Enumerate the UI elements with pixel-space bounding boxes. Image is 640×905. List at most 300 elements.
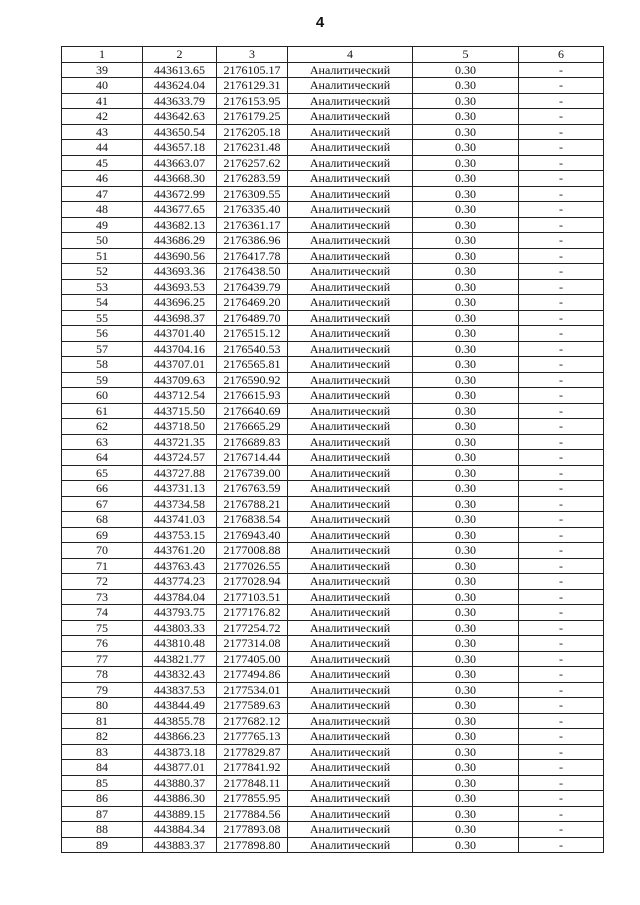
table-cell: 0.30 — [413, 217, 519, 233]
table-cell: - — [519, 62, 604, 78]
table-cell: Аналитический — [288, 419, 413, 435]
table-cell: 2176361.17 — [217, 217, 288, 233]
table-cell: 443837.53 — [143, 682, 217, 698]
table-cell: 0.30 — [413, 434, 519, 450]
table-cell: 79 — [62, 682, 143, 698]
table-cell: 443690.56 — [143, 248, 217, 264]
table-cell: - — [519, 434, 604, 450]
table-cell: - — [519, 78, 604, 94]
table-cell: - — [519, 279, 604, 295]
table-cell: 443682.13 — [143, 217, 217, 233]
table-cell: 0.30 — [413, 388, 519, 404]
table-cell: - — [519, 713, 604, 729]
table-cell: - — [519, 357, 604, 373]
table-cell: 0.30 — [413, 496, 519, 512]
table-cell: 2176231.48 — [217, 140, 288, 156]
table-cell: 443880.37 — [143, 775, 217, 791]
table-cell: 2177589.63 — [217, 698, 288, 714]
table-cell: 2176788.21 — [217, 496, 288, 512]
table-cell: Аналитический — [288, 791, 413, 807]
table-cell: Аналитический — [288, 651, 413, 667]
table-cell: 2176515.12 — [217, 326, 288, 342]
table-row — [62, 171, 604, 187]
table-cell: 47 — [62, 186, 143, 202]
table-cell: 56 — [62, 326, 143, 342]
table-cell: 0.30 — [413, 403, 519, 419]
table-row — [62, 264, 604, 280]
table-cell: 2176739.00 — [217, 465, 288, 481]
table-cell: 443693.53 — [143, 279, 217, 295]
table-cell: 76 — [62, 636, 143, 652]
table-cell: Аналитический — [288, 837, 413, 853]
table-cell: - — [519, 202, 604, 218]
table-cell: - — [519, 124, 604, 140]
table-cell: 69 — [62, 527, 143, 543]
table-cell: 63 — [62, 434, 143, 450]
table-cell: 0.30 — [413, 93, 519, 109]
table-cell: 62 — [62, 419, 143, 435]
table-cell: 48 — [62, 202, 143, 218]
table-cell: - — [519, 496, 604, 512]
table-cell: 67 — [62, 496, 143, 512]
table-cell: Аналитический — [288, 806, 413, 822]
table-row — [62, 357, 604, 373]
column-header: 5 — [413, 47, 519, 63]
table-cell: 40 — [62, 78, 143, 94]
table-cell: 443832.43 — [143, 667, 217, 683]
table-cell: 66 — [62, 481, 143, 497]
table-cell: 0.30 — [413, 310, 519, 326]
table-row — [62, 698, 604, 714]
table-cell: Аналитический — [288, 822, 413, 838]
table-cell: 2176438.50 — [217, 264, 288, 280]
table-cell: - — [519, 341, 604, 357]
table-row — [62, 279, 604, 295]
table-cell: 2177884.56 — [217, 806, 288, 822]
table-cell: 2177829.87 — [217, 744, 288, 760]
table-cell: 443672.99 — [143, 186, 217, 202]
table-row — [62, 481, 604, 497]
table-cell: 2176489.70 — [217, 310, 288, 326]
table-cell: Аналитический — [288, 589, 413, 605]
table-cell: Аналитический — [288, 248, 413, 264]
table-cell: 39 — [62, 62, 143, 78]
table-row — [62, 837, 604, 853]
table-cell: 443763.43 — [143, 558, 217, 574]
table-cell: 0.30 — [413, 357, 519, 373]
table-cell: - — [519, 388, 604, 404]
table-cell: 443731.13 — [143, 481, 217, 497]
table-cell: - — [519, 419, 604, 435]
table-cell: 2177028.94 — [217, 574, 288, 590]
table-cell: Аналитический — [288, 295, 413, 311]
column-header: 1 — [62, 47, 143, 63]
table-row — [62, 620, 604, 636]
table-cell: 0.30 — [413, 233, 519, 249]
table-cell: Аналитический — [288, 481, 413, 497]
table-cell: Аналитический — [288, 171, 413, 187]
table-cell: 2177848.11 — [217, 775, 288, 791]
table-row — [62, 682, 604, 698]
table-cell: 2176257.62 — [217, 155, 288, 171]
table-cell: 2177494.86 — [217, 667, 288, 683]
coordinates-table — [61, 46, 604, 853]
table-cell: Аналитический — [288, 527, 413, 543]
table-cell: 85 — [62, 775, 143, 791]
table-cell: Аналитический — [288, 341, 413, 357]
table-cell: - — [519, 558, 604, 574]
table-cell: Аналитический — [288, 729, 413, 745]
table-row — [62, 558, 604, 574]
table-row — [62, 512, 604, 528]
table-cell: Аналитический — [288, 93, 413, 109]
table-cell: 443718.50 — [143, 419, 217, 435]
table-cell: 53 — [62, 279, 143, 295]
table-row — [62, 729, 604, 745]
table-cell: 443696.25 — [143, 295, 217, 311]
table-cell: - — [519, 682, 604, 698]
table-cell: 0.30 — [413, 574, 519, 590]
table-cell: - — [519, 233, 604, 249]
table-row — [62, 109, 604, 125]
table-cell: 2176565.81 — [217, 357, 288, 373]
table-cell: 443693.36 — [143, 264, 217, 280]
table-cell: 0.30 — [413, 155, 519, 171]
table-cell: 0.30 — [413, 326, 519, 342]
table-cell: Аналитический — [288, 155, 413, 171]
table-cell: 0.30 — [413, 682, 519, 698]
table-cell: 0.30 — [413, 279, 519, 295]
table-cell: 443761.20 — [143, 543, 217, 559]
table-row — [62, 78, 604, 94]
table-cell: Аналитический — [288, 140, 413, 156]
table-row — [62, 605, 604, 621]
table-cell: - — [519, 140, 604, 156]
table-cell: 61 — [62, 403, 143, 419]
table-cell: Аналитический — [288, 434, 413, 450]
table-cell: 0.30 — [413, 651, 519, 667]
table-cell: 0.30 — [413, 248, 519, 264]
table-row — [62, 667, 604, 683]
table-cell: 2176439.79 — [217, 279, 288, 295]
table-cell: 70 — [62, 543, 143, 559]
table-row — [62, 248, 604, 264]
table-cell: 0.30 — [413, 744, 519, 760]
table-cell: 2176615.93 — [217, 388, 288, 404]
table-cell: 443727.88 — [143, 465, 217, 481]
table-cell: - — [519, 729, 604, 745]
table-cell: 443784.04 — [143, 589, 217, 605]
table-cell: 0.30 — [413, 62, 519, 78]
table-cell: 2176417.78 — [217, 248, 288, 264]
table-cell: 0.30 — [413, 78, 519, 94]
table-cell: 443698.37 — [143, 310, 217, 326]
table-cell: 0.30 — [413, 171, 519, 187]
table-cell: 2176309.55 — [217, 186, 288, 202]
table-cell: 0.30 — [413, 140, 519, 156]
table-cell: Аналитический — [288, 636, 413, 652]
table-cell: 443741.03 — [143, 512, 217, 528]
table-cell: Аналитический — [288, 357, 413, 373]
table-cell: 43 — [62, 124, 143, 140]
table-cell: Аналитический — [288, 465, 413, 481]
table-cell: 443793.75 — [143, 605, 217, 621]
table-row — [62, 403, 604, 419]
table-cell: 2177893.08 — [217, 822, 288, 838]
table-cell: 2176129.31 — [217, 78, 288, 94]
table-cell: 443704.16 — [143, 341, 217, 357]
table-cell: 51 — [62, 248, 143, 264]
table-cell: 2176590.92 — [217, 372, 288, 388]
table-row — [62, 62, 604, 78]
table-cell: Аналитический — [288, 713, 413, 729]
table-cell: 2177405.00 — [217, 651, 288, 667]
table-cell: 75 — [62, 620, 143, 636]
table-cell: 0.30 — [413, 667, 519, 683]
table-cell: 2176838.54 — [217, 512, 288, 528]
table-cell: - — [519, 326, 604, 342]
table-cell: 0.30 — [413, 698, 519, 714]
column-header: 3 — [217, 47, 288, 63]
table-cell: Аналитический — [288, 667, 413, 683]
table-cell: 0.30 — [413, 465, 519, 481]
table-cell: 41 — [62, 93, 143, 109]
table-cell: 0.30 — [413, 264, 519, 280]
table-cell: 443889.15 — [143, 806, 217, 822]
table-row — [62, 496, 604, 512]
table-cell: 49 — [62, 217, 143, 233]
table-cell: - — [519, 171, 604, 187]
table-cell: Аналитический — [288, 698, 413, 714]
table-cell: 443677.65 — [143, 202, 217, 218]
table-cell: 2176205.18 — [217, 124, 288, 140]
table-cell: 0.30 — [413, 806, 519, 822]
table-row — [62, 574, 604, 590]
table-cell: Аналитический — [288, 326, 413, 342]
table-cell: 443884.34 — [143, 822, 217, 838]
table-row — [62, 791, 604, 807]
table-cell: 2176179.25 — [217, 109, 288, 125]
table-cell: - — [519, 527, 604, 543]
table-cell: 0.30 — [413, 295, 519, 311]
table-cell: 71 — [62, 558, 143, 574]
table-row — [62, 233, 604, 249]
table-row — [62, 465, 604, 481]
table-header-row — [62, 47, 604, 63]
table-cell: - — [519, 310, 604, 326]
table-cell: 50 — [62, 233, 143, 249]
table-row — [62, 388, 604, 404]
table-cell: 443734.58 — [143, 496, 217, 512]
table-cell: Аналитический — [288, 124, 413, 140]
table-row — [62, 636, 604, 652]
table-cell: 2176105.17 — [217, 62, 288, 78]
table-cell: 2177765.13 — [217, 729, 288, 745]
table-cell: - — [519, 186, 604, 202]
column-header: 4 — [288, 47, 413, 63]
table-cell: Аналитический — [288, 512, 413, 528]
table-row — [62, 744, 604, 760]
table-cell: 0.30 — [413, 791, 519, 807]
table-cell: 0.30 — [413, 419, 519, 435]
table-cell: 0.30 — [413, 512, 519, 528]
table-cell: 443877.01 — [143, 760, 217, 776]
table-cell: 0.30 — [413, 372, 519, 388]
table-cell: 65 — [62, 465, 143, 481]
table-cell: 2176763.59 — [217, 481, 288, 497]
table-cell: 2177841.92 — [217, 760, 288, 776]
table-cell: 443668.30 — [143, 171, 217, 187]
table-cell: 46 — [62, 171, 143, 187]
table-cell: 2176386.96 — [217, 233, 288, 249]
table-row — [62, 186, 604, 202]
table-cell: 42 — [62, 109, 143, 125]
table-cell: - — [519, 372, 604, 388]
table-cell: 0.30 — [413, 481, 519, 497]
table-cell: 0.30 — [413, 837, 519, 853]
table-cell: 443721.35 — [143, 434, 217, 450]
table-cell: 82 — [62, 729, 143, 745]
table-cell: 443709.63 — [143, 372, 217, 388]
table-cell: Аналитический — [288, 620, 413, 636]
table-cell: 443724.57 — [143, 450, 217, 466]
table-cell: 0.30 — [413, 636, 519, 652]
table-cell: 443810.48 — [143, 636, 217, 652]
table-cell: 2176714.44 — [217, 450, 288, 466]
table-cell: - — [519, 837, 604, 853]
table-row — [62, 806, 604, 822]
table-cell: 443866.23 — [143, 729, 217, 745]
table-cell: 2177682.12 — [217, 713, 288, 729]
table-cell: 443707.01 — [143, 357, 217, 373]
table-cell: 2176540.53 — [217, 341, 288, 357]
table-cell: 64 — [62, 450, 143, 466]
table-cell: 443855.78 — [143, 713, 217, 729]
table-row — [62, 341, 604, 357]
table-cell: - — [519, 806, 604, 822]
table-cell: 443642.63 — [143, 109, 217, 125]
table-row — [62, 651, 604, 667]
table-cell: - — [519, 481, 604, 497]
table-cell: 2176689.83 — [217, 434, 288, 450]
table-row — [62, 217, 604, 233]
table-row — [62, 434, 604, 450]
column-header: 6 — [519, 47, 604, 63]
table-row — [62, 202, 604, 218]
table-cell: 2177314.08 — [217, 636, 288, 652]
table-cell: - — [519, 248, 604, 264]
table-cell: 2177534.01 — [217, 682, 288, 698]
table-cell: 443657.18 — [143, 140, 217, 156]
table-cell: 2176469.20 — [217, 295, 288, 311]
table-cell: 443701.40 — [143, 326, 217, 342]
table-cell: Аналитический — [288, 279, 413, 295]
table-row — [62, 527, 604, 543]
table-cell: Аналитический — [288, 62, 413, 78]
table-cell: 74 — [62, 605, 143, 621]
table-cell: 83 — [62, 744, 143, 760]
table-cell: 77 — [62, 651, 143, 667]
table-cell: 0.30 — [413, 775, 519, 791]
table-cell: 0.30 — [413, 589, 519, 605]
table-cell: 0.30 — [413, 822, 519, 838]
table-cell: 443650.54 — [143, 124, 217, 140]
table-cell: 443821.77 — [143, 651, 217, 667]
table-row — [62, 140, 604, 156]
table-cell: Аналитический — [288, 217, 413, 233]
table-cell: - — [519, 295, 604, 311]
table-cell: - — [519, 744, 604, 760]
table-cell: 443774.23 — [143, 574, 217, 590]
table-cell: 45 — [62, 155, 143, 171]
table-cell: Аналитический — [288, 775, 413, 791]
table-cell: - — [519, 217, 604, 233]
table-cell: 2176153.95 — [217, 93, 288, 109]
table-cell: 2176640.69 — [217, 403, 288, 419]
table-cell: 443624.04 — [143, 78, 217, 94]
table-cell: 0.30 — [413, 543, 519, 559]
table-cell: 73 — [62, 589, 143, 605]
table-cell: Аналитический — [288, 186, 413, 202]
table-cell: 44 — [62, 140, 143, 156]
table-cell: 0.30 — [413, 341, 519, 357]
table-cell: Аналитический — [288, 109, 413, 125]
table-row — [62, 93, 604, 109]
table-cell: Аналитический — [288, 78, 413, 94]
table-cell: 60 — [62, 388, 143, 404]
table-cell: - — [519, 651, 604, 667]
table-cell: - — [519, 109, 604, 125]
column-header: 2 — [143, 47, 217, 63]
table-cell: - — [519, 543, 604, 559]
table-cell: 78 — [62, 667, 143, 683]
table-cell: 0.30 — [413, 186, 519, 202]
table-cell: 84 — [62, 760, 143, 776]
table-cell: Аналитический — [288, 403, 413, 419]
table-cell: Аналитический — [288, 605, 413, 621]
table-cell: 2177898.80 — [217, 837, 288, 853]
table-cell: 68 — [62, 512, 143, 528]
table-cell: 54 — [62, 295, 143, 311]
table-cell: 2177254.72 — [217, 620, 288, 636]
table-cell: 0.30 — [413, 109, 519, 125]
table-cell: Аналитический — [288, 450, 413, 466]
table-cell: - — [519, 791, 604, 807]
table-cell: 443712.54 — [143, 388, 217, 404]
table-cell: 2177176.82 — [217, 605, 288, 621]
table-cell: - — [519, 93, 604, 109]
table-body — [62, 62, 604, 853]
table-cell: Аналитический — [288, 388, 413, 404]
table-cell: - — [519, 620, 604, 636]
table-cell: 443873.18 — [143, 744, 217, 760]
table-cell: 0.30 — [413, 729, 519, 745]
table-cell: - — [519, 403, 604, 419]
table-cell: - — [519, 775, 604, 791]
table-cell: 2176943.40 — [217, 527, 288, 543]
table-cell: 443633.79 — [143, 93, 217, 109]
table-cell: - — [519, 450, 604, 466]
table-cell: 80 — [62, 698, 143, 714]
table-cell: - — [519, 698, 604, 714]
table-row — [62, 155, 604, 171]
table-cell: 443844.49 — [143, 698, 217, 714]
table-cell: 2176283.59 — [217, 171, 288, 187]
page-number: 4 — [315, 14, 325, 31]
table-cell: - — [519, 512, 604, 528]
table-cell: 0.30 — [413, 124, 519, 140]
table-row — [62, 543, 604, 559]
